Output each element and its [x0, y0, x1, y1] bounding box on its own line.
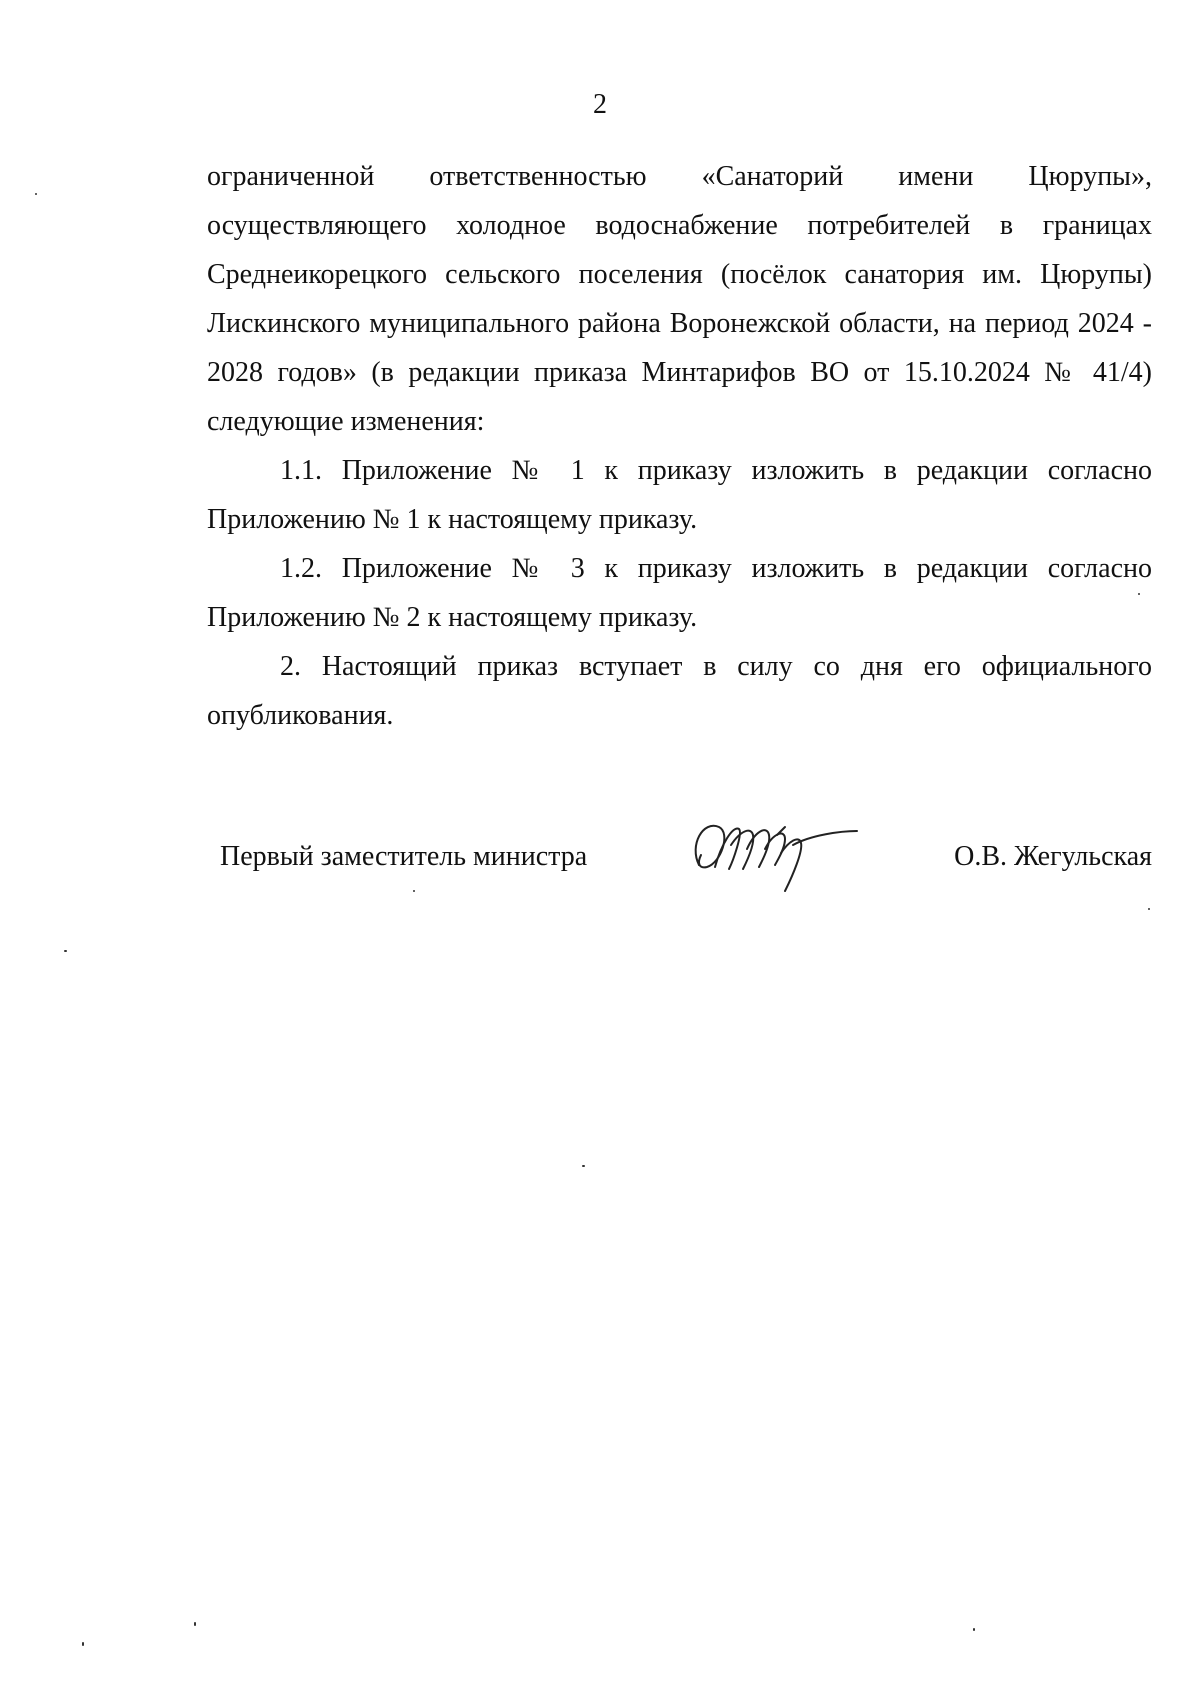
scan-speck	[413, 890, 415, 892]
signature-block	[207, 805, 1152, 895]
scan-speck	[1138, 593, 1140, 595]
signatory-position: Первый заместитель министра	[220, 841, 588, 872]
paragraph-item-1-1: 1.1. Приложение № 1 к приказу изложить в редакции согласно Приложению № 1 к настоящему приказу.	[207, 455, 1152, 535]
handwritten-signature-icon	[681, 805, 861, 895]
scan-speck	[194, 1622, 196, 1626]
scan-speck	[973, 1628, 975, 1631]
paragraph-item-2: 2. Настоящий приказ вступает в силу со дня его официального опубликования.	[207, 651, 1152, 731]
document-body	[207, 152, 1152, 740]
scan-speck	[82, 1642, 84, 1646]
scan-speck	[582, 1165, 585, 1167]
scan-speck	[35, 193, 37, 195]
paragraph-amendment-intro: ограниченной ответственностью «Санаторий имени Цюрупы», осуществляющего холодное водоснабжение потребителей в границах Среднеикорецкого сельского поселения (посёлок санатория им. Цюрупы) Лискинского муниципального района Воронежской области, на период 2024 - 2028 годов» (в редакции приказа Минтарифов ВО от 15.10.2024 № 41/4) следующие изменения:	[207, 161, 1152, 437]
paragraph-item-1-2: 1.2. Приложение № 3 к приказу изложить в редакции согласно Приложению № 2 к настоящему приказу.	[207, 553, 1152, 633]
scan-speck	[1148, 908, 1150, 910]
scan-speck	[64, 950, 67, 952]
page-number: 2	[593, 89, 607, 120]
signatory-name: О.В. Жегульская	[954, 841, 1152, 872]
